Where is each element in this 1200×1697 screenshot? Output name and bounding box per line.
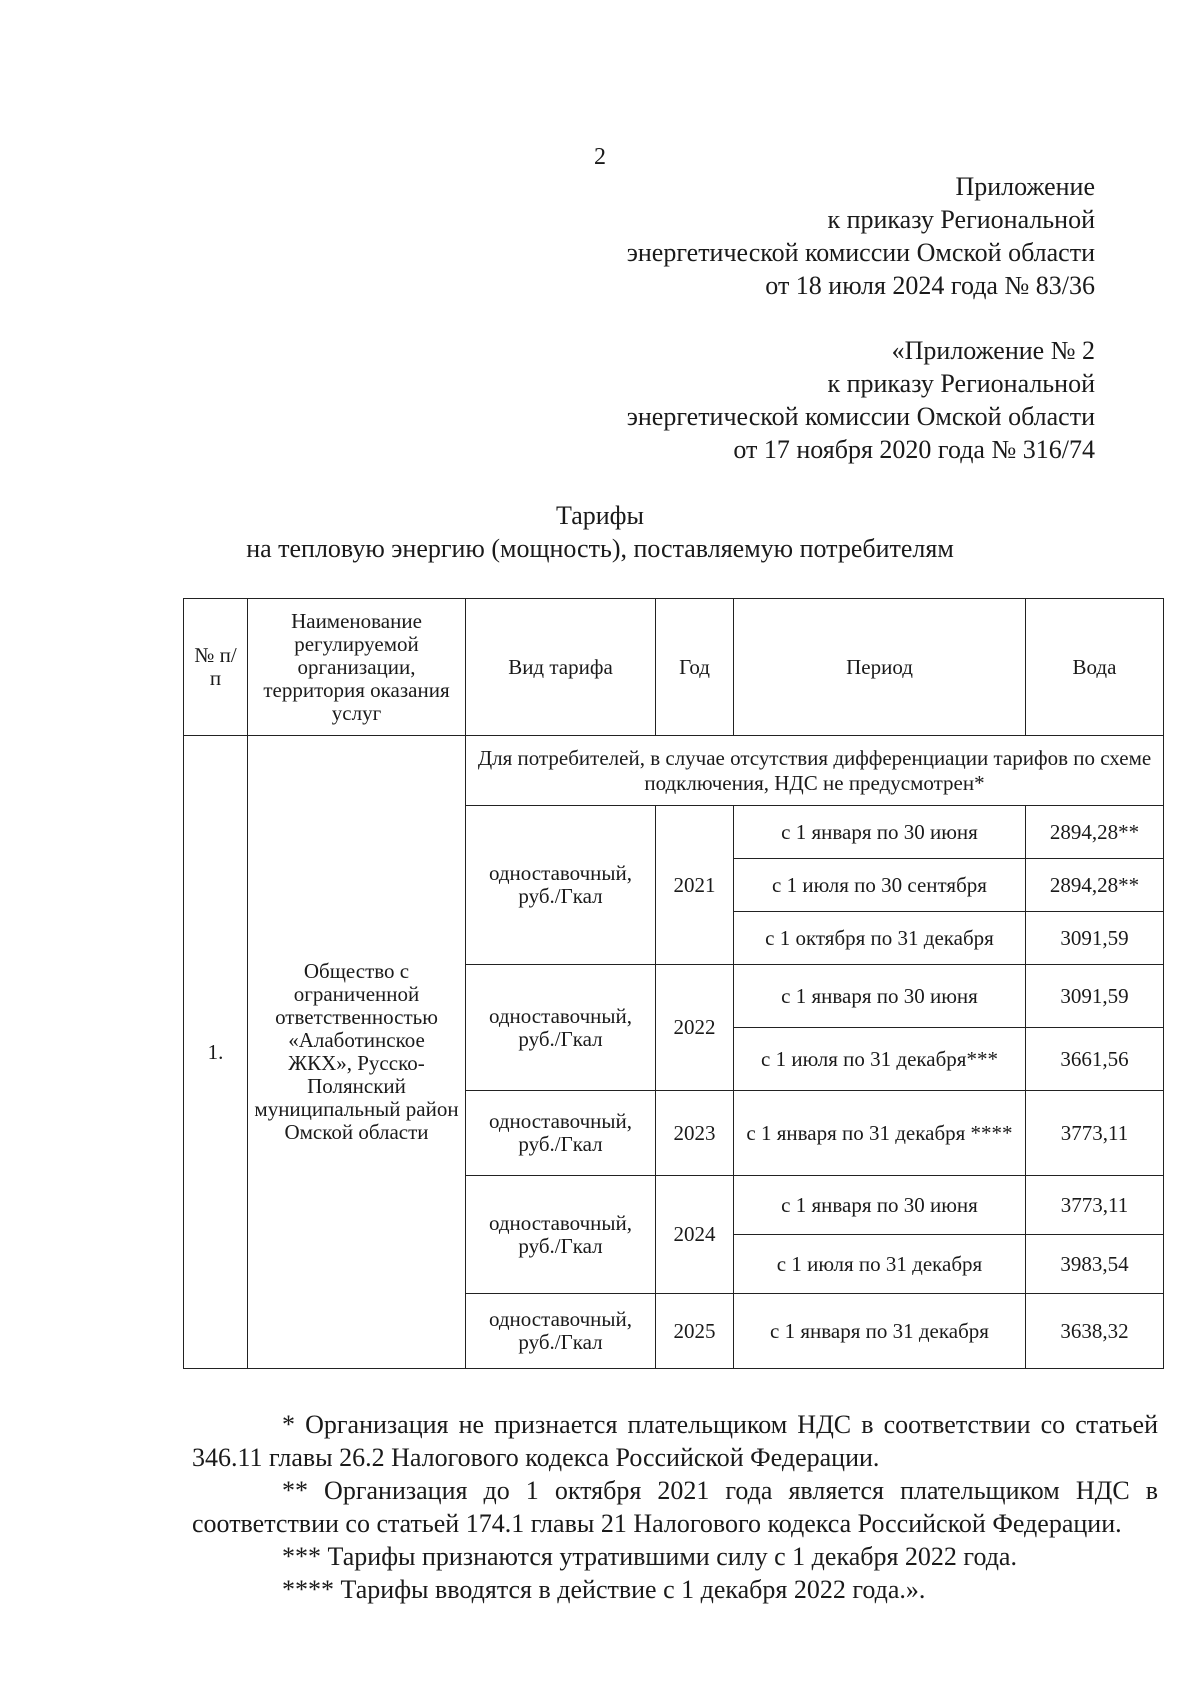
- year-cell: 2022: [656, 965, 734, 1091]
- organization-cell: Общество с ограниченной ответственностью «Алаботинское ЖКХ», Русско-Полянский муниципальный район Омской области: [248, 736, 466, 1369]
- year-cell: 2024: [656, 1176, 734, 1294]
- period-cell: с 1 июля по 30 сентября: [734, 859, 1026, 912]
- year-cell: 2021: [656, 806, 734, 965]
- footnote: **** Тарифы вводятся в действие с 1 декабря 2022 года.».: [282, 1575, 926, 1604]
- table-header-row: [184, 599, 1164, 736]
- appendix-line: энергетической комиссии Омской области: [626, 402, 1095, 431]
- tariff-table: [183, 598, 1164, 1369]
- year-cell: 2025: [656, 1294, 734, 1369]
- period-cell: с 1 января по 30 июня: [734, 1176, 1026, 1235]
- period-cell: с 1 октября по 31 декабря: [734, 912, 1026, 965]
- water-value: 2894,28**: [1026, 806, 1164, 859]
- period-cell: с 1 января по 30 июня: [734, 806, 1026, 859]
- header-year: Год: [656, 599, 734, 736]
- header-period: Период: [734, 599, 1026, 736]
- footnote: *** Тарифы признаются утратившими силу с 1 декабря 2022 года.: [282, 1542, 1017, 1571]
- document-title: [0, 499, 1200, 565]
- water-value: 3661,56: [1026, 1028, 1164, 1091]
- appendix-line: от 18 июля 2024 года № 83/36: [765, 271, 1095, 300]
- water-value: 3091,59: [1026, 912, 1164, 965]
- section-note: Для потребителей, в случае отсутствия дифференциации тарифов по схеме подключения, НДС не предусмотрен*: [466, 736, 1164, 806]
- tariff-kind: одноставочный, руб./Гкал: [466, 1176, 656, 1294]
- water-value: 3091,59: [1026, 965, 1164, 1028]
- footnote: * Организация не признается плательщиком НДС в соответствии со статьей 346.11 главы 26.2 Налогового кодекса Российской Федерации.: [192, 1410, 1158, 1472]
- header-kind: Вид тарифа: [466, 599, 656, 736]
- title-line: Тарифы: [555, 501, 644, 530]
- year-cell: 2023: [656, 1091, 734, 1176]
- appendix-header: [627, 170, 1095, 302]
- subtitle-line: на тепловую энергию (мощность), поставляемую потребителям: [246, 534, 954, 563]
- period-cell: с 1 июля по 31 декабря: [734, 1235, 1026, 1294]
- header-water: Вода: [1026, 599, 1164, 736]
- water-value: 2894,28**: [1026, 859, 1164, 912]
- tariff-kind: одноставочный, руб./Гкал: [466, 1091, 656, 1176]
- tariff-kind: одноставочный, руб./Гкал: [466, 965, 656, 1091]
- period-cell: с 1 января по 31 декабря: [734, 1294, 1026, 1369]
- header-num: № п/п: [184, 599, 248, 736]
- tariff-kind: одноставочный, руб./Гкал: [466, 1294, 656, 1369]
- appendix-line: к приказу Региональной: [827, 369, 1095, 398]
- water-value: 3983,54: [1026, 1235, 1164, 1294]
- page-number: 2: [594, 144, 606, 170]
- footnotes: [192, 1408, 1158, 1606]
- appendix-line: энергетической комиссии Омской области: [626, 238, 1095, 267]
- appendix-line: Приложение: [955, 172, 1095, 201]
- original-appendix-header: [627, 334, 1095, 466]
- period-cell: с 1 января по 31 декабря ****: [734, 1091, 1026, 1176]
- tariff-kind: одноставочный, руб./Гкал: [466, 806, 656, 965]
- water-value: 3773,11: [1026, 1176, 1164, 1235]
- appendix-line: «Приложение № 2: [891, 336, 1095, 365]
- footnote: ** Организация до 1 октября 2021 года является плательщиком НДС в соответствии со статьей 174.1 главы 21 Налогового кодекса Российской Федерации.: [192, 1476, 1158, 1538]
- appendix-line: к приказу Региональной: [827, 205, 1095, 234]
- table-row: [184, 736, 1164, 806]
- appendix-line: от 17 ноября 2020 года № 316/74: [733, 435, 1095, 464]
- header-org: Наименование регулируемой организации, территория оказания услуг: [248, 599, 466, 736]
- water-value: 3638,32: [1026, 1294, 1164, 1369]
- period-cell: с 1 января по 30 июня: [734, 965, 1026, 1028]
- water-value: 3773,11: [1026, 1091, 1164, 1176]
- period-cell: с 1 июля по 31 декабря***: [734, 1028, 1026, 1091]
- row-number: 1.: [184, 736, 248, 1369]
